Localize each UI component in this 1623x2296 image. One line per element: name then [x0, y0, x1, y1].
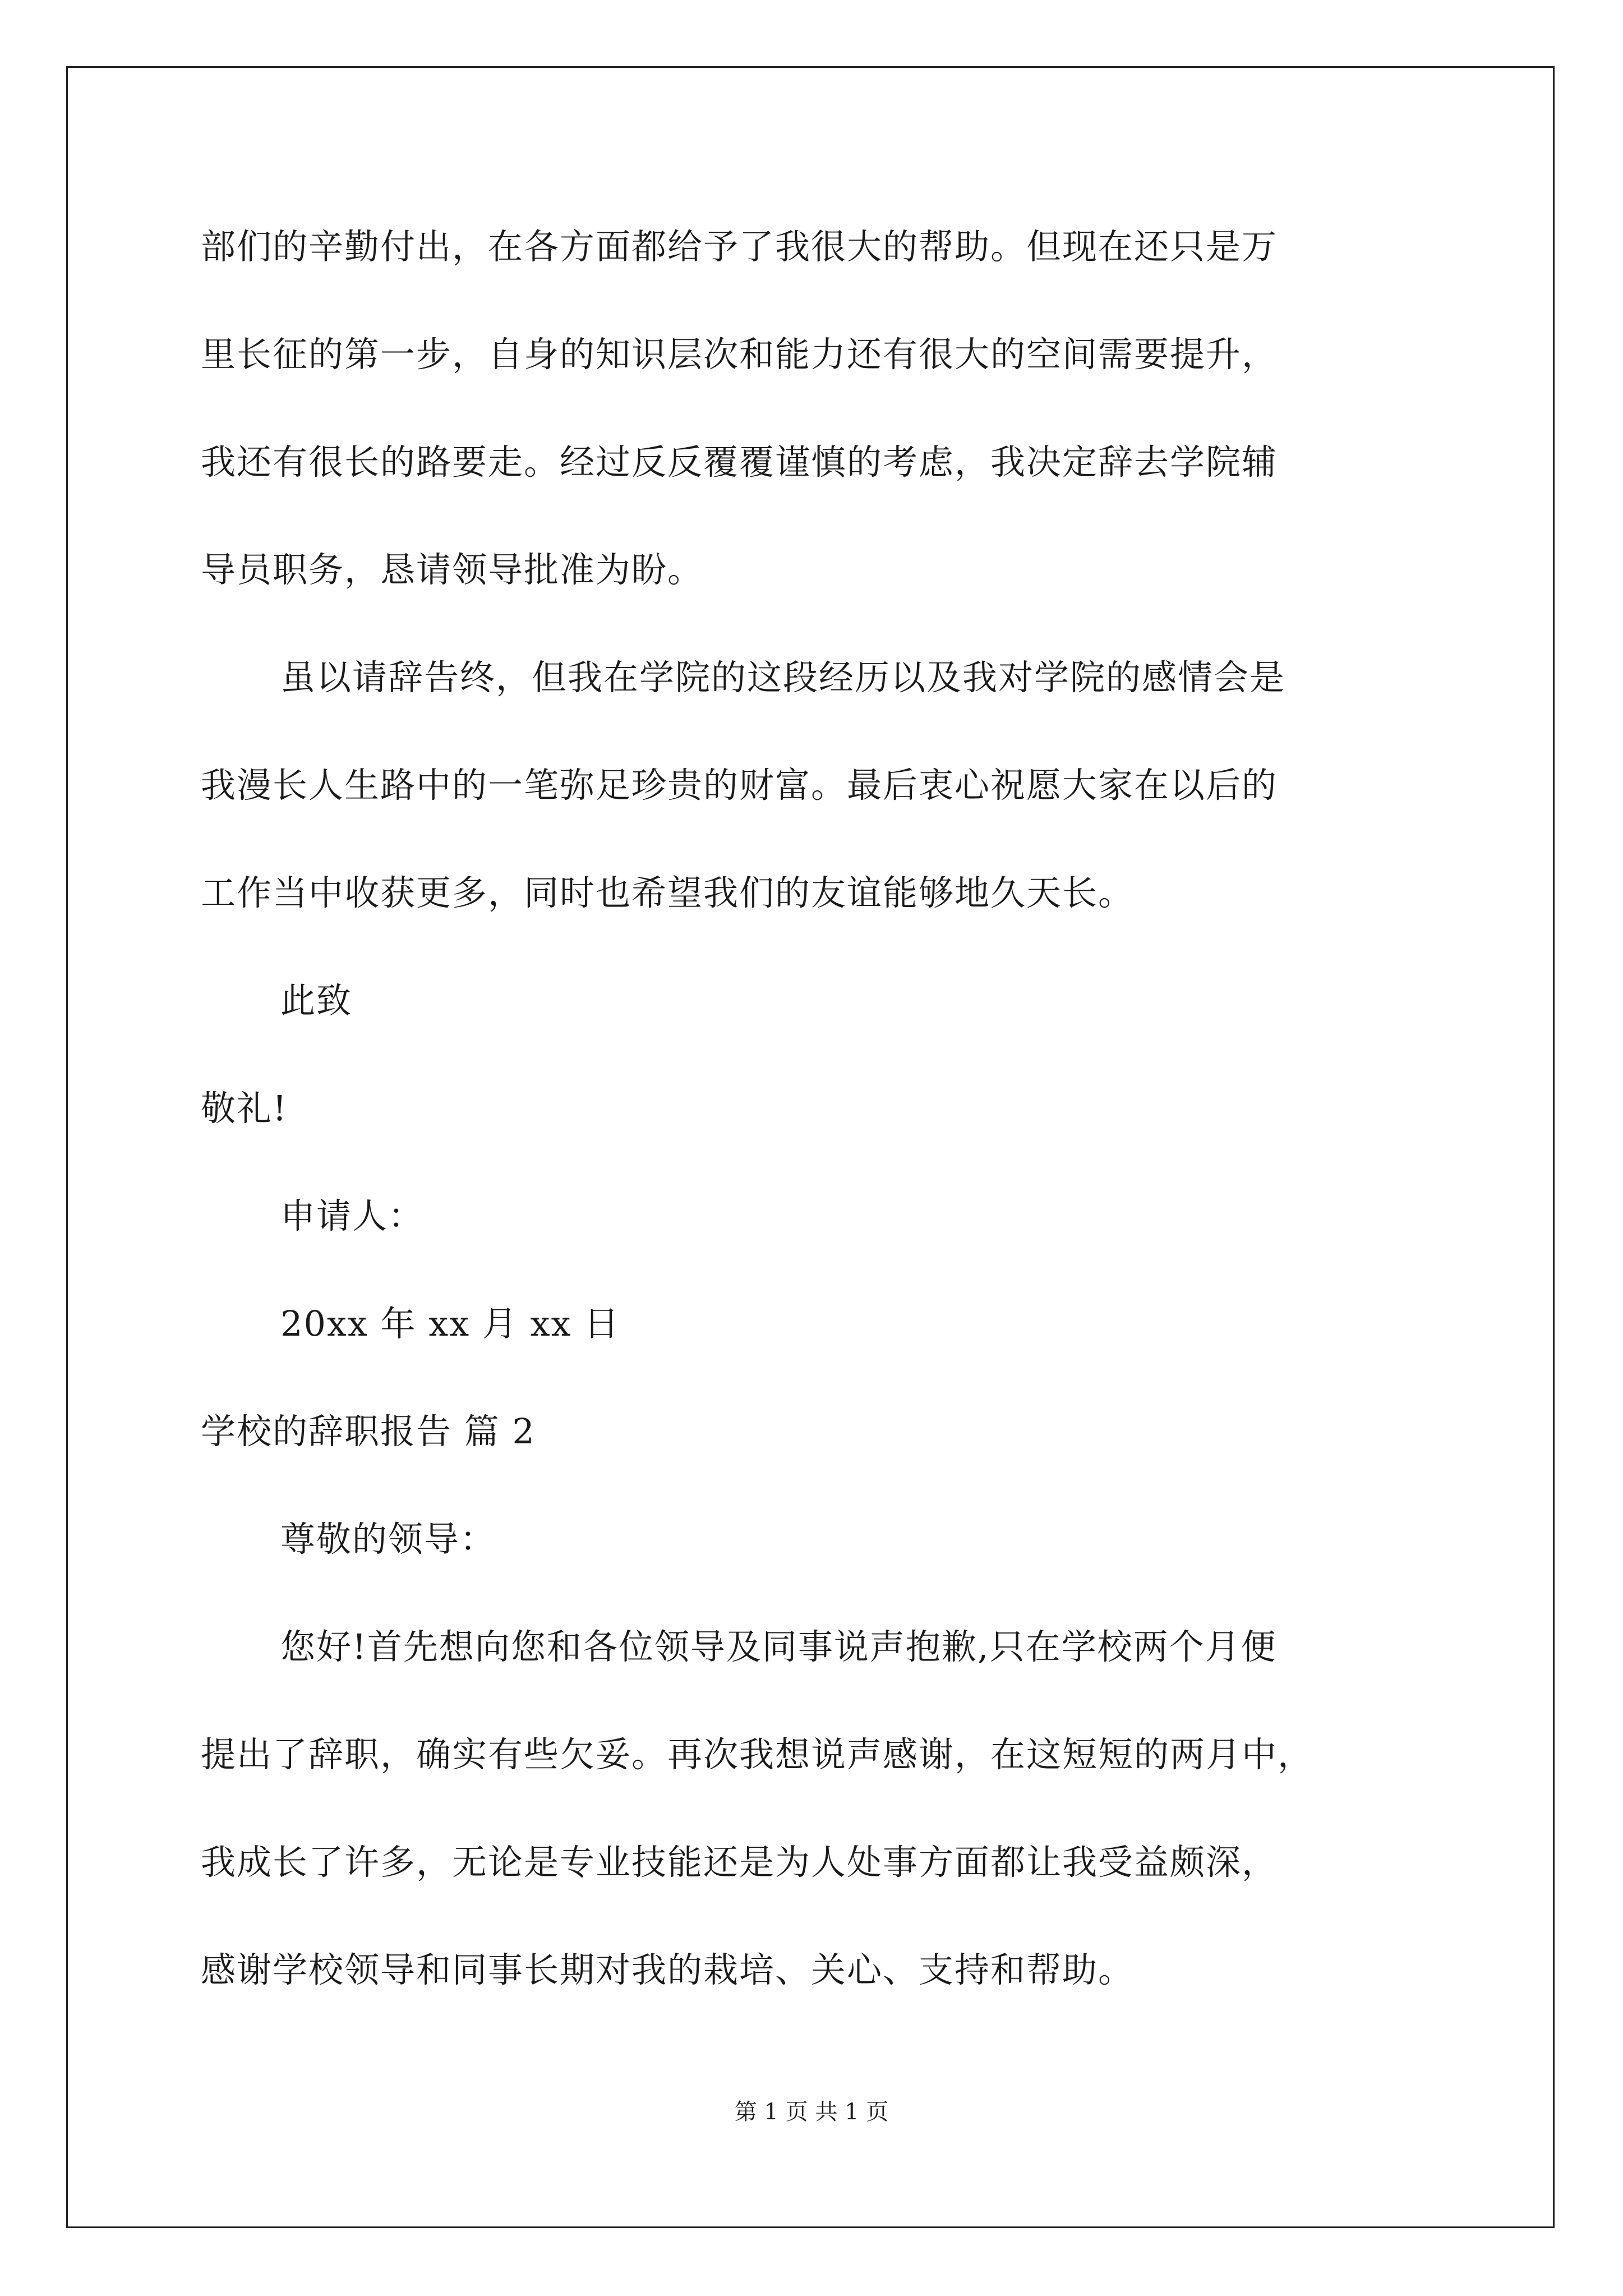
body-line: 感谢学校领导和同事长期对我的栽培、关心、支持和帮助。 — [201, 1949, 1135, 1990]
body-line: 提出了辞职，确实有些欠妥。再次我想说声感谢，在这短短的两月中， — [201, 1734, 1314, 1775]
page-number: 第 1 页 共 1 页 — [734, 2099, 889, 2125]
closing-salutation: 此致 — [280, 980, 353, 1021]
date-line: 20xx 年 xx 月 xx 日 — [280, 1303, 620, 1344]
body-line: 虽以请辞告终，但我在学院的这段经历以及我对学院的感情会是 — [280, 657, 1286, 698]
page-border — [66, 66, 1555, 2228]
applicant-label: 申请人： — [280, 1195, 425, 1236]
closing-respect: 敬礼! — [201, 1088, 288, 1129]
greeting: 尊敬的领导： — [280, 1519, 496, 1559]
body-line: 部们的辛勤付出，在各方面都给予了我很大的帮助。但现在还只是万 — [201, 226, 1278, 267]
body-line: 您好!首先想向您和各位领导及同事说声抱歉,只在学校两个月便 — [280, 1626, 1277, 1667]
body-line: 我漫长人生路中的一笔弥足珍贵的财富。最后衷心祝愿大家在以后的 — [201, 765, 1278, 806]
section-heading: 学校的辞职报告 篇 2 — [201, 1411, 536, 1452]
body-line: 工作当中收获更多，同时也希望我们的友谊能够地久天长。 — [201, 872, 1135, 913]
body-line: 里长征的第一步，自身的知识层次和能力还有很大的空间需要提升， — [201, 334, 1278, 375]
body-line: 我还有很长的路要走。经过反反覆覆谨慎的考虑，我决定辞去学院辅 — [201, 441, 1278, 482]
body-line: 我成长了许多，无论是专业技能还是为人处事方面都让我受益颇深， — [201, 1842, 1278, 1883]
body-line: 导员职务，恳请领导批准为盼。 — [201, 549, 704, 590]
